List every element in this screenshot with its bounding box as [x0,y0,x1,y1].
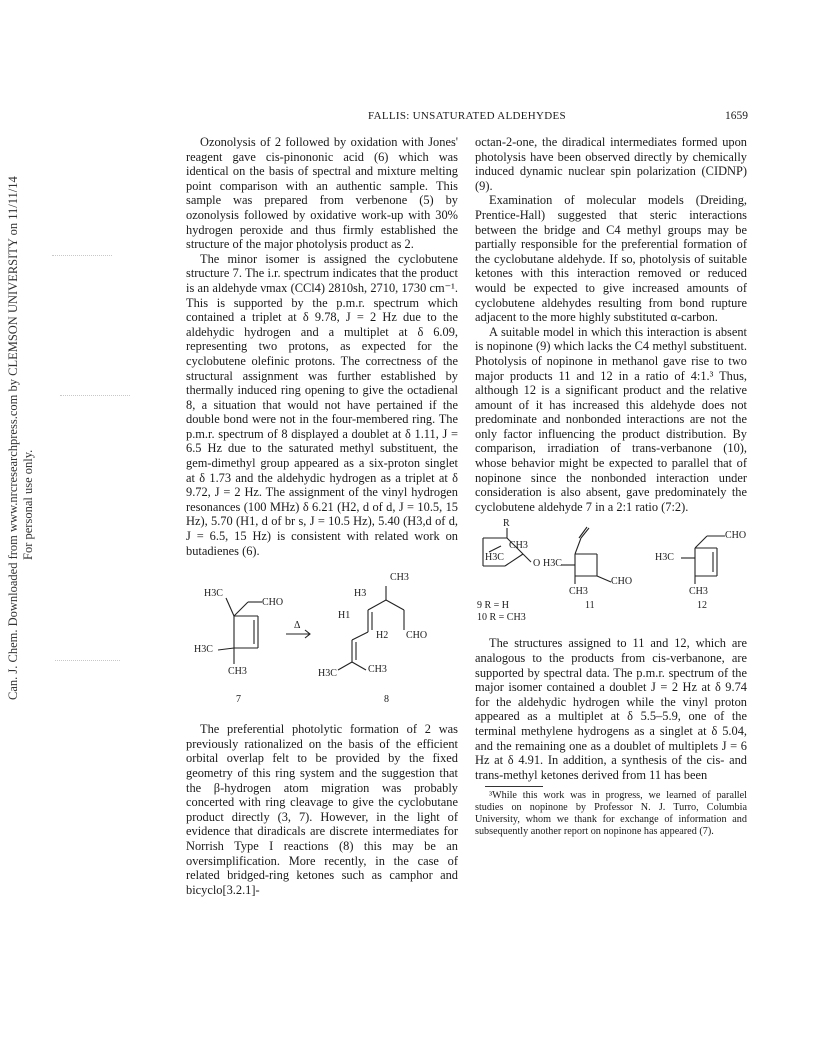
paragraph-cidnp: octan-2-one, the diradical intermediates formed upon photolysis have been observed directly by chemically induced dynamic nuclear spin polarization (CIDNP) (9). [475,135,747,193]
label-h3c-top: H3C [204,588,223,600]
paragraph-molecular-models: Examination of molecular models (Dreiding, Prentice-Hall) suggested that steric interactions between the bridge and C4 methyl groups may be partially responsible for the preferential formation of the cyclobutane aldehyde. If so, photolysis of suitable ketones with this interaction removed or reduced would be expected to give increased amounts of cyclobutene aldehydes resulting from bond rupture adjacent to the more highly substituted α-carbon. [475,193,747,325]
label-h3c-mid: H3C [194,644,213,656]
compound-number-11: 11 [585,600,595,612]
running-title: FALLIS: UNSATURATED ALDEHYDES [368,110,566,122]
scan-artifact [52,255,112,256]
label-cho-7: CHO [262,597,284,609]
label-cho-8: CHO [406,630,428,642]
download-notice [0,0,40,1055]
paragraph-nopinone: A suitable model in which this interaction is absent is nopinone (9) which lacks the C4 methyl substituent. Photolysis of nopinone in methanol gave rise to two major products 11 and 12 in a ratio of 4:1.³ Thus, although 12 is a significant product and the relative amount of it has increased this aldehyde does not predominate and nonbonded interactions are not the only factor influencing the product distribution. By comparison, irradiation of trans-verbanone (10), whose behavior might be expected to parallel that of nopinone since the nonbonded interaction under consideration is also absent, gave predominately the cyclobutene aldehyde 7 in a 2:1 ratio (7:2). [475,324,747,514]
caption-compound-10: 10 R = CH3 [477,612,526,624]
page-number: 1659 [725,110,748,122]
compound-number-8: 8 [384,694,389,706]
paragraph-structures-assigned: The structures assigned to 11 and 12, which are analogous to the products from cis-verbanone, are supported by spectral data. The p.m.r. spectrum of the major isomer contained a doublet J = 2 Hz at δ 9.74 for the aldehydic hydrogen while the vinyl proton appeared as a multiplet at δ 5.5–5.9, one of the terminal methylene hydrogens as a singlet at δ 5.04, and the remaining one as a doublet of multiplets J = 6 Hz at δ 4.91. In addition, a synthesis of the cis- and trans-methyl ketones derived from 11 has been [475,636,747,782]
scan-artifact [55,660,120,661]
paragraph-preferential-formation: The preferential photolytic formation of 2 was previously rationalized on the basis of the efficient orbital overlap felt to be provided by the fixed geometry of this ring system and the suggestion that the β-hydrogen atom migration was probably concerted with ring cleavage to give the cyclobutane product directly (3, 7). However, in the light of evidence that diradicals are discrete intermediates for Norrish Type I reactions (8) this may be an oversimplification. More recently, in the case of related bridged-ring ketones such as camphor and bicyclo[3.2.1]- [186,722,458,897]
label-ch3-box: CH3 [509,540,528,552]
caption-compound-9: 9 R = H [477,600,510,612]
paragraph-ozonolysis: Ozonolysis of 2 followed by oxidation with Jones' reagent gave cis-pinononic acid (6) which was identical on the basis of spectral and mixture melting point comparison with an authentic sample. This sample was prepared from verbenone (5) by ozonolysis followed by oxidative work-up with 30% hydrogen peroxide and thus firmly established the structure of the major photolysis product as 2. [186,135,458,252]
label-oxygen: O [533,558,541,570]
label-r: R [503,518,510,530]
label-ch3-top-8: CH3 [390,572,409,584]
label-h2-8: H2 [376,630,389,642]
download-notice-line: Can. J. Chem. Downloaded from www.nrcresearchpress.com by CLEMSON UNIVERSITY on 11/11/14 [6,176,20,700]
right-column [475,135,747,838]
left-column [186,135,458,897]
running-head [186,110,748,126]
label-h3c-box: H3C [485,552,504,564]
label-h1-8: H1 [338,610,351,622]
label-h3c-8: H3C [318,668,337,680]
footnote: ³While this work was in progress, we learned of parallel studies on nopinone by Professor N. J. Turro, Columbia University, whom we thank for exchange of information and subsequently another report on nopinone has appeared (7). [475,790,747,838]
footnote-rule [485,786,543,787]
scan-artifact [60,395,130,396]
label-ch3-8: CH3 [368,664,387,676]
label-ch3-12: CH3 [689,586,708,598]
label-h3c-12: H3C [655,552,674,564]
compound-number-12: 12 [697,600,707,612]
heat-delta-symbol: Δ [294,620,301,632]
label-ch3-11: CH3 [569,586,588,598]
structure-figure-7-8 [186,568,458,708]
label-ch3-bottom: CH3 [228,666,247,678]
label-h3-8: H3 [354,588,367,600]
structure-figure-9-12 [475,518,747,626]
label-h3c-11: H3C [543,558,562,570]
compound-number-7: 7 [236,694,241,706]
label-cho-11: CHO [611,576,633,588]
paragraph-minor-isomer: The minor isomer is assigned the cyclobutene structure 7. The i.r. spectrum indicates that the product is an aldehyde νmax (CCl4) 2810sh, 2710, 1730 cm⁻¹. This is supported by the p.m.r. spectrum which contained a triplet at δ 9.78, J = 2 Hz due to the aldehydic hydrogen and a multiplet at δ 6.09, representing two protons, as expected for the cyclobutene olefinic protons. The correctness of the structural assignment was further established by thermally induced ring opening to give the octadienal 8, a situation that would not have pertained if the double bond were not in the four-membered ring. The p.m.r. spectrum of 8 displayed a doublet at δ 1.11, J = 6.5 Hz due to the saturated methyl substituent, the gem-dimethyl group appeared as a six-proton singlet at δ 1.73 and the aldehydic hydrogen as a triplet at δ 9.72, J = 2 Hz. The assignment of the vinyl hydrogen resonances (100 MHz) δ 6.21 (H2, d of d, J = 10.5, 15 Hz), 5.70 (H1, d of br s, J = 10.5 Hz), 5.40 (H3,d of d, J = 6.5, 15 Hz) is consistent with related work on butadienes (6). [186,251,458,558]
label-cho-12: CHO [725,530,747,542]
personal-use-notice: For personal use only. [21,449,35,560]
